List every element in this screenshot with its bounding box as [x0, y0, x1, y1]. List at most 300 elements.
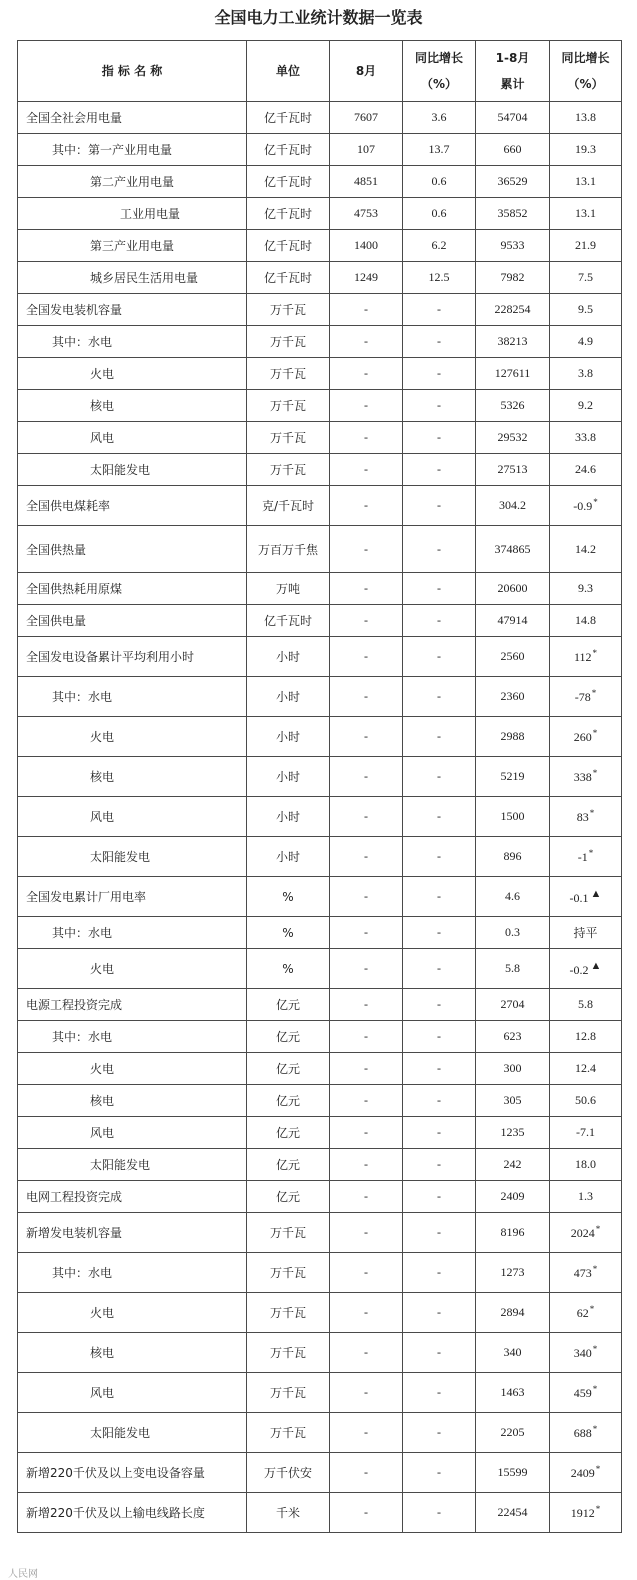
row-name: 核电 [18, 757, 247, 797]
row-cumulative-value: 5326 [476, 390, 550, 422]
asterisk-marker: * [592, 648, 598, 658]
row-name: 第二产业用电量 [18, 166, 247, 198]
row-month-value: - [330, 422, 403, 454]
row-unit: 亿元 [247, 1117, 330, 1149]
table-row [18, 198, 622, 230]
asterisk-marker: * [595, 1464, 601, 1474]
row-cumulative-yoy: 83* [550, 797, 622, 837]
row-month-value: - [330, 605, 403, 637]
row-month-yoy: - [403, 757, 476, 797]
row-name: 其中：水电 [18, 1253, 247, 1293]
row-cumulative-yoy: 112* [550, 637, 622, 677]
row-unit: 亿千瓦时 [247, 198, 330, 230]
row-unit: 小时 [247, 837, 330, 877]
row-cumulative-value: 374865 [476, 526, 550, 573]
row-month-value: - [330, 837, 403, 877]
row-month-value: 1249 [330, 262, 403, 294]
row-cumulative-value: 38213 [476, 326, 550, 358]
row-unit: 小时 [247, 717, 330, 757]
row-month-value: - [330, 1117, 403, 1149]
row-cumulative-yoy: 1912* [550, 1493, 622, 1533]
row-month-value: 4851 [330, 166, 403, 198]
row-cumulative-value: 2704 [476, 989, 550, 1021]
row-name: 全国全社会用电量 [18, 102, 247, 134]
row-month-yoy: - [403, 717, 476, 757]
table-body [18, 102, 622, 1533]
row-unit: 亿元 [247, 1085, 330, 1117]
row-name: 风电 [18, 1373, 247, 1413]
row-month-yoy: 0.6 [403, 166, 476, 198]
asterisk-marker: * [591, 688, 597, 698]
row-cumulative-yoy: 2409* [550, 1453, 622, 1493]
row-cumulative-yoy: 2024* [550, 1213, 622, 1253]
row-month-yoy: - [403, 797, 476, 837]
row-name: 风电 [18, 797, 247, 837]
row-month-yoy: - [403, 422, 476, 454]
row-name: 风电 [18, 1117, 247, 1149]
row-cumulative-yoy: 9.3 [550, 573, 622, 605]
table-row [18, 526, 622, 573]
table-row [18, 1333, 622, 1373]
row-unit: 亿元 [247, 1181, 330, 1213]
table-row [18, 877, 622, 917]
row-cumulative-value: 35852 [476, 198, 550, 230]
row-unit: 亿千瓦时 [247, 605, 330, 637]
row-unit: 万千瓦 [247, 358, 330, 390]
row-month-yoy: - [403, 877, 476, 917]
row-unit: 亿元 [247, 1021, 330, 1053]
row-cumulative-yoy: -0.2 ▲ [550, 949, 622, 989]
row-name: 其中：水电 [18, 677, 247, 717]
row-cumulative-yoy: 459* [550, 1373, 622, 1413]
row-cumulative-value: 5.8 [476, 949, 550, 989]
row-month-value: - [330, 797, 403, 837]
table-row [18, 1413, 622, 1453]
row-cumulative-yoy: 62* [550, 1293, 622, 1333]
row-cumulative-yoy: 持平 [550, 917, 622, 949]
row-cumulative-yoy: 24.6 [550, 454, 622, 486]
row-month-yoy: - [403, 677, 476, 717]
table-row [18, 326, 622, 358]
row-cumulative-value: 8196 [476, 1213, 550, 1253]
row-month-value: 7607 [330, 102, 403, 134]
row-month-value: - [330, 637, 403, 677]
row-name: 火电 [18, 1293, 247, 1333]
row-unit: 亿元 [247, 1149, 330, 1181]
header-cumulative-yoy: 同比增长 （%） [550, 41, 622, 102]
row-name: 新增220千伏及以上变电设备容量 [18, 1453, 247, 1493]
table-row [18, 102, 622, 134]
row-cumulative-value: 9533 [476, 230, 550, 262]
row-cumulative-yoy: 9.2 [550, 390, 622, 422]
row-month-value: - [330, 1413, 403, 1453]
row-month-yoy: - [403, 1085, 476, 1117]
row-unit: 万千瓦 [247, 390, 330, 422]
row-month-value: - [330, 677, 403, 717]
row-cumulative-yoy: 9.5 [550, 294, 622, 326]
asterisk-marker: * [592, 1264, 598, 1274]
row-month-value: - [330, 949, 403, 989]
row-month-yoy: 13.7 [403, 134, 476, 166]
row-month-value: - [330, 1253, 403, 1293]
row-month-yoy: - [403, 1453, 476, 1493]
table-row [18, 454, 622, 486]
row-name: 太阳能发电 [18, 1149, 247, 1181]
row-cumulative-value: 29532 [476, 422, 550, 454]
row-cumulative-yoy: 50.6 [550, 1085, 622, 1117]
row-name: 全国供热耗用原煤 [18, 573, 247, 605]
asterisk-marker: * [592, 1344, 598, 1354]
asterisk-marker: * [595, 1224, 601, 1234]
row-cumulative-value: 36529 [476, 166, 550, 198]
row-name: 全国发电累计厂用电率 [18, 877, 247, 917]
row-name: 火电 [18, 358, 247, 390]
row-cumulative-value: 5219 [476, 757, 550, 797]
row-month-value: - [330, 1021, 403, 1053]
header-row [18, 41, 622, 102]
row-name: 太阳能发电 [18, 454, 247, 486]
row-month-yoy: - [403, 1293, 476, 1333]
row-cumulative-value: 20600 [476, 573, 550, 605]
asterisk-marker: * [592, 1424, 598, 1434]
table-row [18, 717, 622, 757]
row-unit: 万千瓦 [247, 1413, 330, 1453]
row-unit: % [247, 917, 330, 949]
row-unit: 亿千瓦时 [247, 166, 330, 198]
row-month-yoy: - [403, 1333, 476, 1373]
row-month-value: - [330, 1493, 403, 1533]
row-name: 太阳能发电 [18, 837, 247, 877]
row-month-yoy: 12.5 [403, 262, 476, 294]
row-month-value: 4753 [330, 198, 403, 230]
row-cumulative-yoy: 18.0 [550, 1149, 622, 1181]
table-row [18, 1117, 622, 1149]
row-month-value: - [330, 1213, 403, 1253]
row-unit: 亿千瓦时 [247, 102, 330, 134]
row-cumulative-yoy: 4.9 [550, 326, 622, 358]
row-month-yoy: - [403, 917, 476, 949]
row-cumulative-value: 2988 [476, 717, 550, 757]
row-unit: 万千瓦 [247, 1213, 330, 1253]
row-unit: 亿千瓦时 [247, 230, 330, 262]
row-cumulative-value: 7982 [476, 262, 550, 294]
asterisk-marker: * [592, 1384, 598, 1394]
row-month-value: - [330, 917, 403, 949]
row-cumulative-value: 305 [476, 1085, 550, 1117]
row-unit: 小时 [247, 677, 330, 717]
row-cumulative-value: 1235 [476, 1117, 550, 1149]
row-cumulative-value: 340 [476, 1333, 550, 1373]
row-month-yoy: - [403, 637, 476, 677]
table-row [18, 573, 622, 605]
row-month-yoy: - [403, 1213, 476, 1253]
asterisk-marker: * [588, 848, 594, 858]
row-cumulative-yoy: 1.3 [550, 1181, 622, 1213]
table-row [18, 1021, 622, 1053]
row-cumulative-value: 242 [476, 1149, 550, 1181]
table-row [18, 390, 622, 422]
row-month-value: - [330, 1333, 403, 1373]
row-month-value: - [330, 326, 403, 358]
row-month-value: - [330, 1053, 403, 1085]
row-cumulative-value: 2205 [476, 1413, 550, 1453]
row-cumulative-value: 2409 [476, 1181, 550, 1213]
watermark: 人民网 [8, 1569, 38, 1580]
row-cumulative-value: 660 [476, 134, 550, 166]
row-month-yoy: - [403, 486, 476, 526]
row-month-value: - [330, 1453, 403, 1493]
row-cumulative-yoy: 338* [550, 757, 622, 797]
row-cumulative-yoy: 19.3 [550, 134, 622, 166]
asterisk-marker: * [593, 497, 598, 507]
row-unit: 万千瓦 [247, 1293, 330, 1333]
table-title: 全国电力工业统计数据一览表 [214, 8, 423, 27]
asterisk-marker: * [589, 808, 595, 818]
row-cumulative-value: 300 [476, 1053, 550, 1085]
row-month-value: - [330, 1293, 403, 1333]
row-unit: 万千瓦 [247, 326, 330, 358]
row-cumulative-value: 1500 [476, 797, 550, 837]
table-row [18, 1493, 622, 1533]
row-unit: 亿千瓦时 [247, 262, 330, 294]
row-name: 其中：水电 [18, 1021, 247, 1053]
row-month-yoy: - [403, 326, 476, 358]
row-month-value: - [330, 486, 403, 526]
row-name: 其中：水电 [18, 326, 247, 358]
table-row [18, 637, 622, 677]
asterisk-marker: * [592, 768, 598, 778]
table-row [18, 917, 622, 949]
row-name: 核电 [18, 1085, 247, 1117]
table-row [18, 134, 622, 166]
table-row [18, 1149, 622, 1181]
row-name: 城乡居民生活用电量 [18, 262, 247, 294]
row-unit: 万千瓦 [247, 294, 330, 326]
row-month-yoy: - [403, 1021, 476, 1053]
row-month-yoy: - [403, 1493, 476, 1533]
row-name: 其中：水电 [18, 917, 247, 949]
row-month-yoy: - [403, 1117, 476, 1149]
table-row [18, 422, 622, 454]
row-unit: 亿元 [247, 989, 330, 1021]
table-row [18, 1453, 622, 1493]
row-month-yoy: - [403, 1413, 476, 1453]
row-unit: 小时 [247, 757, 330, 797]
row-unit: 亿元 [247, 1053, 330, 1085]
row-cumulative-value: 47914 [476, 605, 550, 637]
table-row [18, 358, 622, 390]
row-cumulative-yoy: 688* [550, 1413, 622, 1453]
row-cumulative-value: 623 [476, 1021, 550, 1053]
row-month-value: - [330, 390, 403, 422]
row-name: 火电 [18, 717, 247, 757]
row-name: 太阳能发电 [18, 1413, 247, 1453]
header-cumulative: 1-8月 累计 [476, 41, 550, 102]
row-month-yoy: - [403, 358, 476, 390]
row-cumulative-yoy: -78* [550, 677, 622, 717]
row-month-value: - [330, 358, 403, 390]
row-month-yoy: - [403, 1149, 476, 1181]
asterisk-marker: * [592, 728, 598, 738]
row-name: 电源工程投资完成 [18, 989, 247, 1021]
header-name: 指 标 名 称 [18, 41, 247, 102]
row-cumulative-value: 54704 [476, 102, 550, 134]
row-cumulative-value: 2360 [476, 677, 550, 717]
table-row [18, 949, 622, 989]
row-month-yoy: - [403, 1253, 476, 1293]
table-row [18, 797, 622, 837]
row-cumulative-yoy: -7.1 [550, 1117, 622, 1149]
row-month-yoy: - [403, 390, 476, 422]
table-row [18, 837, 622, 877]
row-cumulative-value: 0.3 [476, 917, 550, 949]
row-cumulative-value: 15599 [476, 1453, 550, 1493]
table-row [18, 677, 622, 717]
table-row [18, 1181, 622, 1213]
row-name: 工业用电量 [18, 198, 247, 230]
row-month-value: - [330, 877, 403, 917]
row-cumulative-yoy: 21.9 [550, 230, 622, 262]
row-cumulative-yoy: 473* [550, 1253, 622, 1293]
row-unit: 万千瓦 [247, 1373, 330, 1413]
row-month-value: 107 [330, 134, 403, 166]
row-month-yoy: 3.6 [403, 102, 476, 134]
row-name: 全国供电煤耗率 [18, 486, 247, 526]
row-cumulative-yoy: -0.1 ▲ [550, 877, 622, 917]
row-unit: 万千伏安 [247, 1453, 330, 1493]
table-row [18, 166, 622, 198]
row-month-yoy: - [403, 526, 476, 573]
row-name: 核电 [18, 390, 247, 422]
row-month-yoy: - [403, 1373, 476, 1413]
header-unit: 单位 [247, 41, 330, 102]
row-month-yoy: 6.2 [403, 230, 476, 262]
row-name: 其中：第一产业用电量 [18, 134, 247, 166]
row-cumulative-value: 127611 [476, 358, 550, 390]
row-unit: 万吨 [247, 573, 330, 605]
row-cumulative-yoy: 14.2 [550, 526, 622, 573]
row-cumulative-yoy: 14.8 [550, 605, 622, 637]
table-row [18, 757, 622, 797]
table-row [18, 294, 622, 326]
header-month: 8月 [330, 41, 403, 102]
row-unit: 千米 [247, 1493, 330, 1533]
row-cumulative-yoy: 13.1 [550, 198, 622, 230]
row-cumulative-yoy: 7.5 [550, 262, 622, 294]
table-row [18, 1085, 622, 1117]
row-name: 火电 [18, 949, 247, 989]
row-cumulative-value: 2894 [476, 1293, 550, 1333]
row-month-value: - [330, 1149, 403, 1181]
row-month-yoy: - [403, 949, 476, 989]
row-month-yoy: 0.6 [403, 198, 476, 230]
row-unit: 万千瓦 [247, 1253, 330, 1293]
row-month-value: - [330, 757, 403, 797]
row-month-value: - [330, 294, 403, 326]
row-cumulative-value: 1273 [476, 1253, 550, 1293]
row-unit: 小时 [247, 797, 330, 837]
row-cumulative-value: 228254 [476, 294, 550, 326]
row-name: 新增220千伏及以上输电线路长度 [18, 1493, 247, 1533]
asterisk-marker: * [595, 1504, 601, 1514]
table-row [18, 1053, 622, 1085]
row-month-value: - [330, 454, 403, 486]
row-name: 风电 [18, 422, 247, 454]
row-cumulative-value: 22454 [476, 1493, 550, 1533]
row-month-value: - [330, 717, 403, 757]
row-cumulative-yoy: 5.8 [550, 989, 622, 1021]
row-cumulative-yoy: 13.1 [550, 166, 622, 198]
row-cumulative-yoy: 340* [550, 1333, 622, 1373]
row-cumulative-yoy: -0.9* [550, 486, 622, 526]
row-cumulative-yoy: 13.8 [550, 102, 622, 134]
row-month-value: - [330, 573, 403, 605]
row-name: 全国供热量 [18, 526, 247, 573]
row-cumulative-value: 896 [476, 837, 550, 877]
header-month-yoy: 同比增长 （%） [403, 41, 476, 102]
row-name: 火电 [18, 1053, 247, 1085]
row-unit: 克/千瓦时 [247, 486, 330, 526]
row-name: 全国发电装机容量 [18, 294, 247, 326]
table-row [18, 1213, 622, 1253]
row-unit: 万百万千焦 [247, 526, 330, 573]
row-cumulative-value: 1463 [476, 1373, 550, 1413]
row-name: 第三产业用电量 [18, 230, 247, 262]
row-cumulative-yoy: 3.8 [550, 358, 622, 390]
row-month-value: - [330, 989, 403, 1021]
row-month-value: - [330, 1181, 403, 1213]
row-month-yoy: - [403, 1053, 476, 1085]
table-row [18, 1293, 622, 1333]
row-unit: % [247, 949, 330, 989]
row-month-yoy: - [403, 1181, 476, 1213]
row-month-value: - [330, 1373, 403, 1413]
row-cumulative-yoy: 33.8 [550, 422, 622, 454]
row-month-yoy: - [403, 989, 476, 1021]
row-name: 全国供电量 [18, 605, 247, 637]
row-unit: 亿千瓦时 [247, 134, 330, 166]
asterisk-marker: * [589, 1304, 595, 1314]
triangle-marker-icon: ▲ [590, 887, 602, 900]
table-row [18, 1253, 622, 1293]
table-row [18, 486, 622, 526]
row-cumulative-value: 2560 [476, 637, 550, 677]
row-cumulative-yoy: 12.4 [550, 1053, 622, 1085]
row-unit: 小时 [247, 637, 330, 677]
table-row [18, 262, 622, 294]
row-cumulative-value: 27513 [476, 454, 550, 486]
row-name: 电网工程投资完成 [18, 1181, 247, 1213]
row-name: 核电 [18, 1333, 247, 1373]
row-month-value: - [330, 526, 403, 573]
row-cumulative-value: 4.6 [476, 877, 550, 917]
triangle-marker-icon: ▲ [590, 959, 602, 972]
table-row [18, 605, 622, 637]
row-cumulative-value: 304.2 [476, 486, 550, 526]
row-unit: % [247, 877, 330, 917]
row-month-value: 1400 [330, 230, 403, 262]
row-month-yoy: - [403, 454, 476, 486]
table-row [18, 230, 622, 262]
row-month-yoy: - [403, 605, 476, 637]
row-unit: 万千瓦 [247, 454, 330, 486]
row-cumulative-yoy: 260* [550, 717, 622, 757]
row-name: 全国发电设备累计平均利用小时 [18, 637, 247, 677]
row-month-yoy: - [403, 837, 476, 877]
table-row [18, 1373, 622, 1413]
row-name: 新增发电装机容量 [18, 1213, 247, 1253]
row-cumulative-yoy: -1* [550, 837, 622, 877]
